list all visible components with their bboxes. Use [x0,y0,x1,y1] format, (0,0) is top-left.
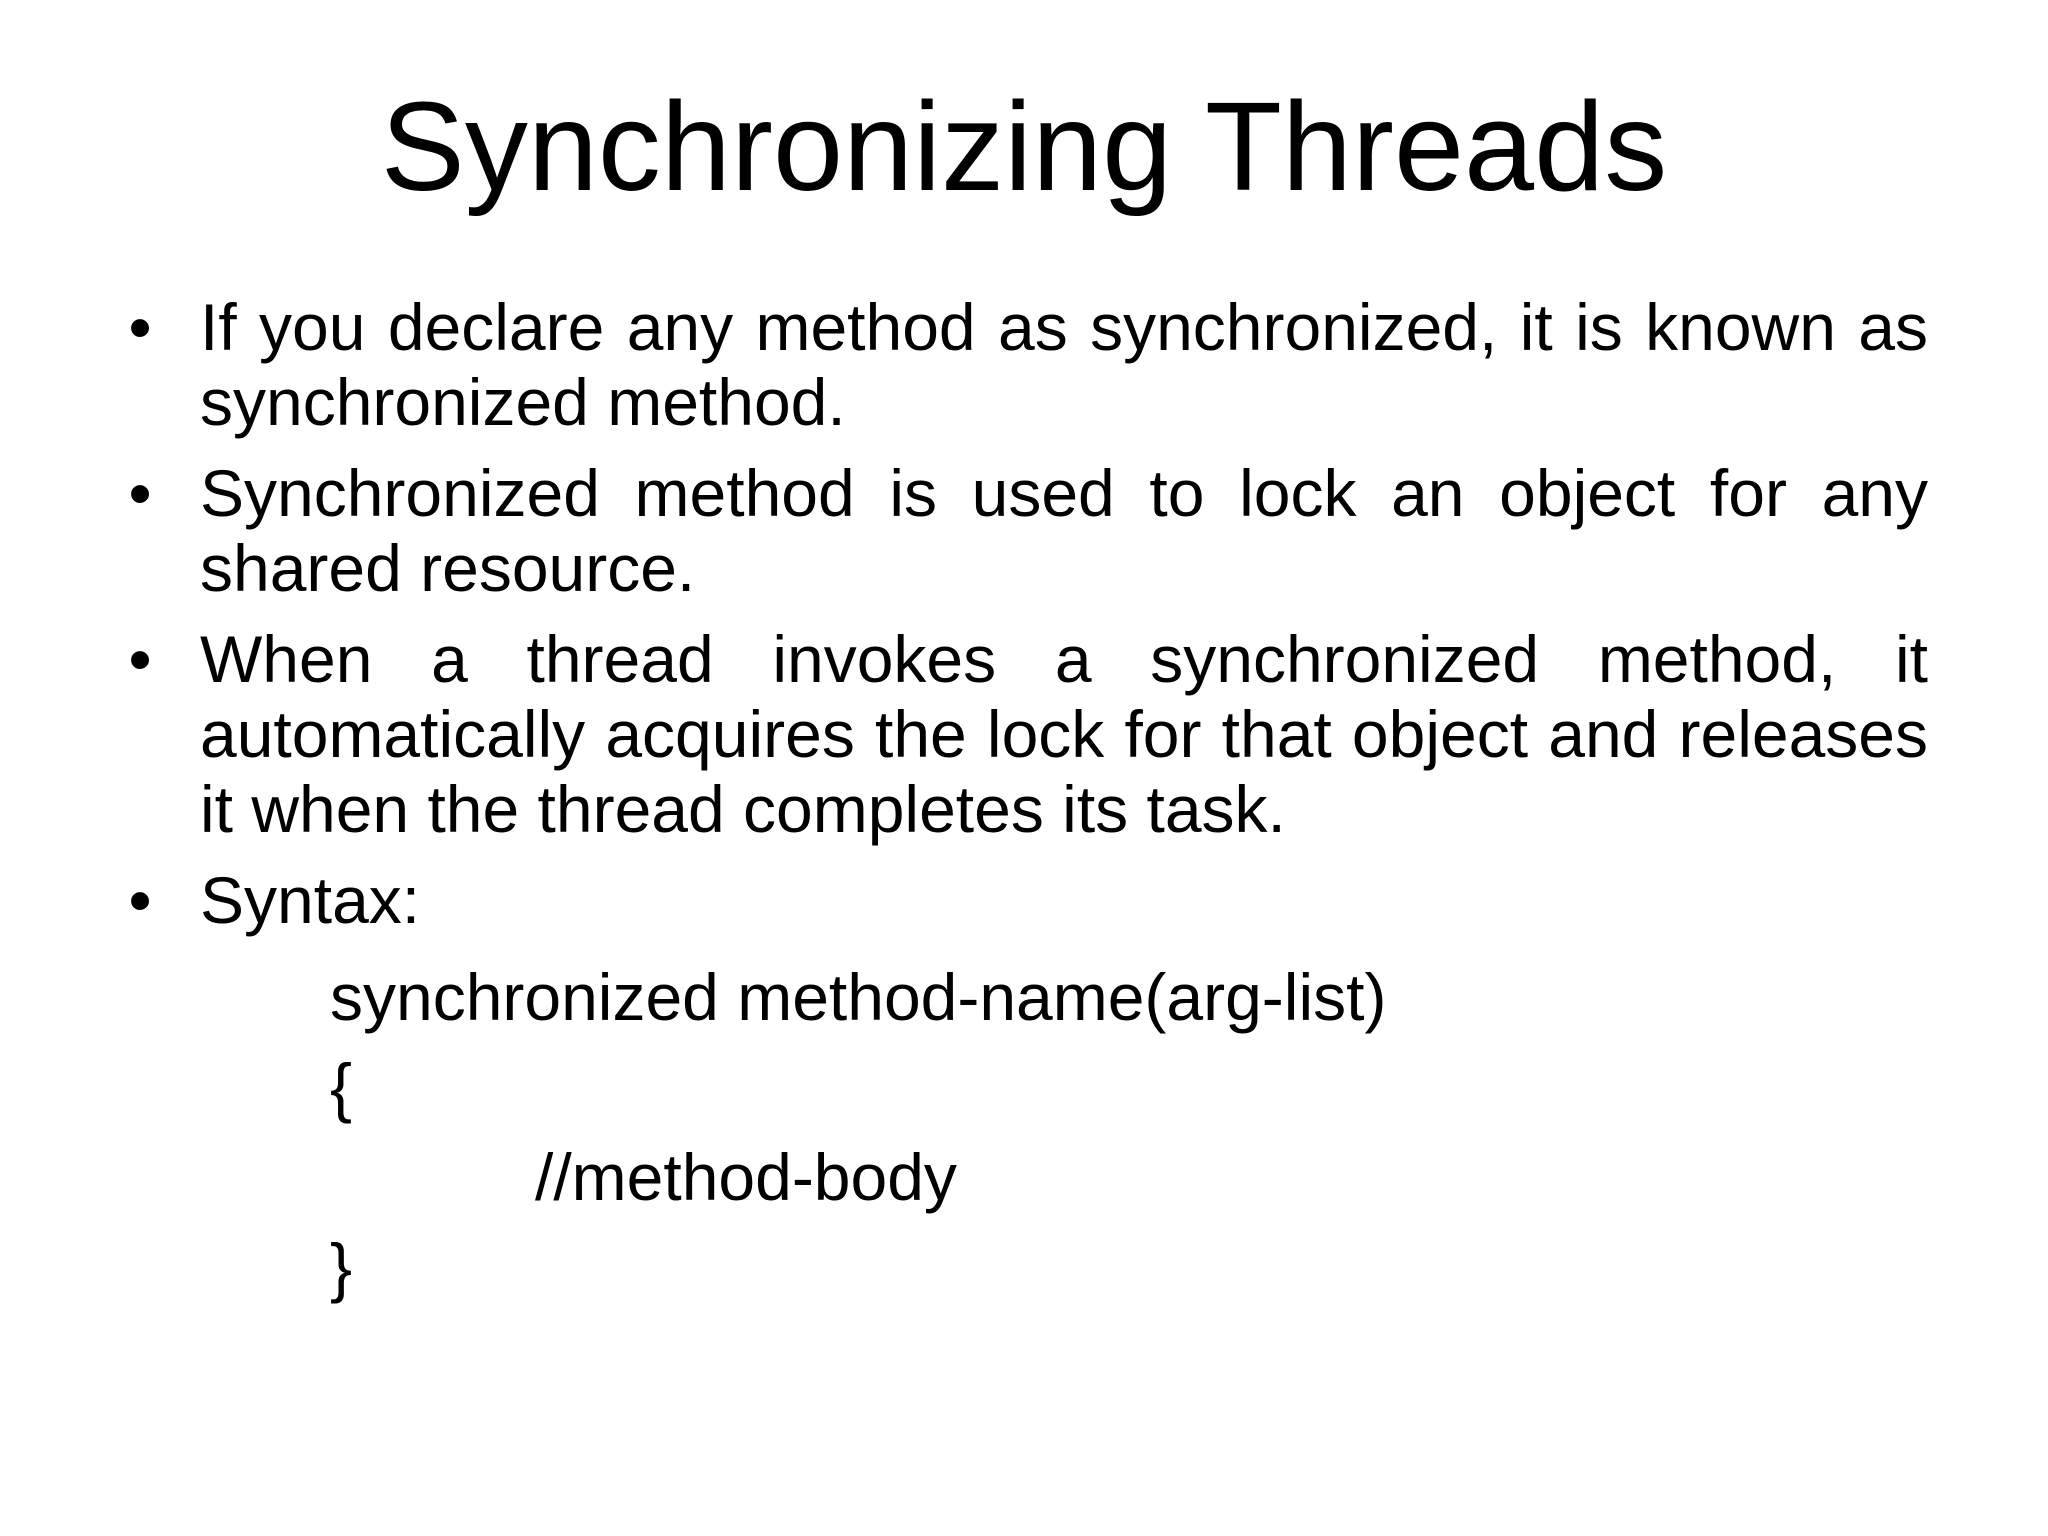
bullet-icon: • [128,863,152,937]
code-line-close-brace: } [330,1230,353,1304]
bullet-text: Synchronized method is used to lock an object for any shared resource. [200,456,1928,605]
bullet-list [120,290,1928,954]
bullet-item [120,290,1928,440]
bullet-item [120,863,1928,938]
bullet-text: If you declare any method as synchronized, it is known as synchronized method. [200,290,1928,439]
code-line-open-brace: { [330,1050,353,1124]
syntax-code-block [330,952,1386,1312]
bullet-text: When a thread invokes a synchronized method, it automatically acquires the lock for that object and releases it when the thread completes its task. [200,622,1928,846]
bullet-item [120,456,1928,606]
bullet-icon: • [128,456,152,530]
bullet-item [120,622,1928,847]
code-line-signature: synchronized method-name(arg-list) [330,960,1387,1034]
code-line-body: //method-body [535,1140,957,1214]
bullet-icon: • [128,622,152,696]
slide-title: Synchronizing Threads [380,76,1668,217]
bullet-text: Syntax: [200,863,421,937]
bullet-icon: • [128,290,152,364]
